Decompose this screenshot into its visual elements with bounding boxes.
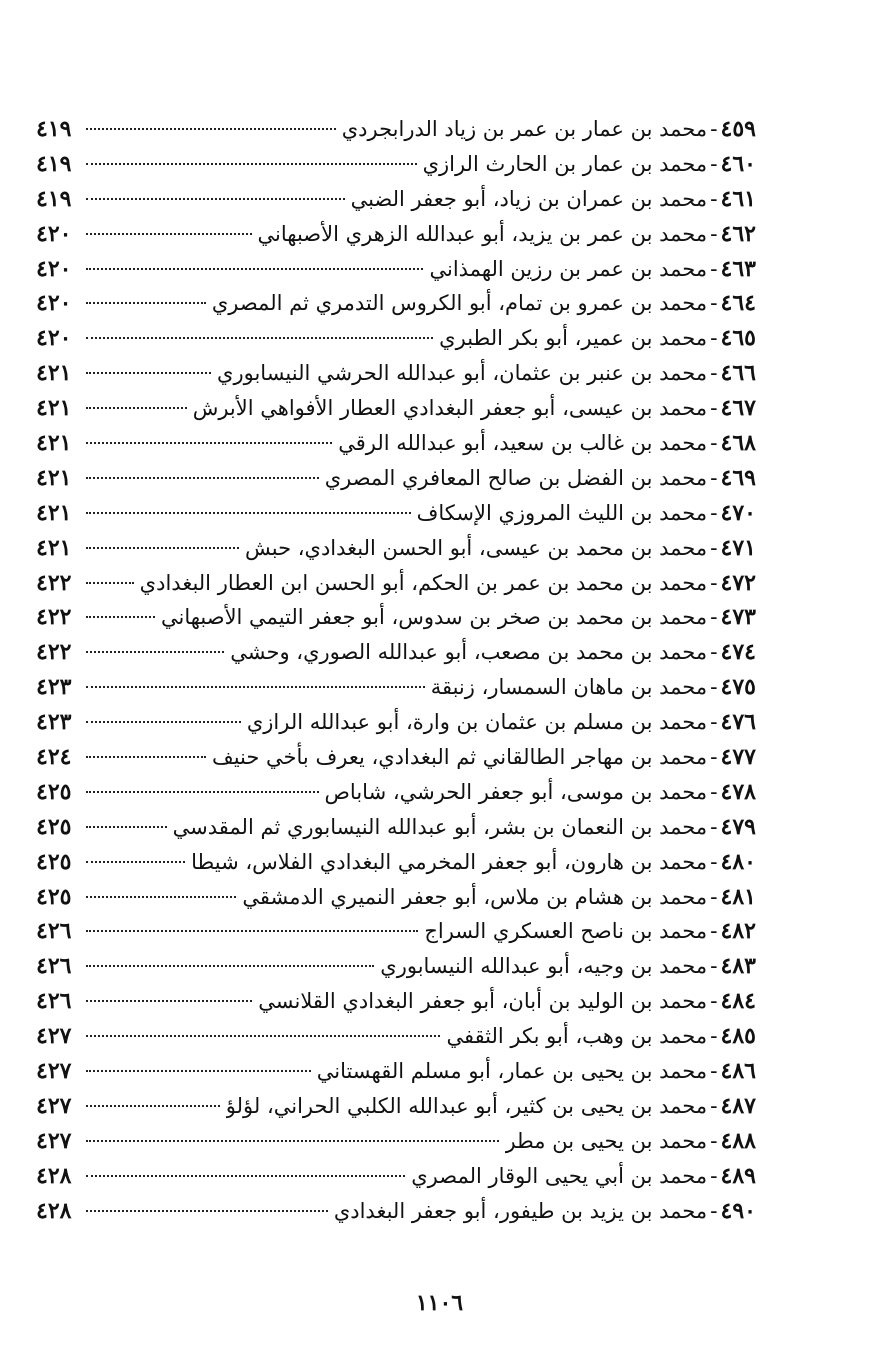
entry-dash: - — [710, 710, 718, 736]
toc-entry — [36, 356, 756, 391]
dot-leader — [86, 1000, 252, 1002]
toc-entry — [36, 740, 756, 775]
entry-number: ٤٧٣ — [720, 604, 756, 631]
entry-dash: - — [710, 814, 718, 840]
entry-dash: - — [710, 919, 718, 945]
toc-entry — [36, 252, 756, 287]
entry-number: ٤٨١ — [720, 883, 756, 910]
entry-title: محمد بن يحيى بن كثير، أبو عبدالله الكلبي الحراني، لؤلؤ — [225, 1093, 708, 1118]
toc-entry — [36, 391, 756, 426]
entry-number: ٤٦١ — [720, 185, 756, 212]
entry-number: ٤٨٦ — [720, 1058, 756, 1085]
entry-dash: - — [710, 500, 718, 526]
entry-title: محمد بن عمر بن رزين الهمذاني — [429, 256, 708, 281]
toc-entry — [36, 1089, 756, 1124]
entry-number: ٤٧٨ — [720, 778, 756, 805]
entry-title: محمد بن عمار بن عمر بن زياد الدرابجردي — [341, 117, 708, 141]
entry-page-number: ٤٢١ — [36, 499, 72, 526]
entry-title: محمد بن أبي يحيى الوقار المصري — [411, 1163, 708, 1188]
entry-title: محمد بن هارون، أبو جعفر المخرمي البغدادي الفلاس، شيطا — [191, 849, 708, 874]
entry-page-number: ٤٢٨ — [36, 1162, 72, 1189]
entry-title: محمد بن الفضل بن صالح المعافري المصري — [324, 465, 708, 490]
toc-entry — [36, 461, 756, 496]
entry-title: محمد بن يزيد بن طيفور، أبو جعفر البغدادي — [333, 1198, 708, 1223]
dot-leader — [86, 128, 336, 130]
toc-entry — [36, 635, 756, 670]
entry-dash: - — [710, 779, 718, 805]
dot-leader — [86, 547, 239, 549]
dot-leader — [86, 651, 224, 653]
entry-title: محمد بن هشام بن ملاس، أبو جعفر النميري الدمشقي — [242, 884, 708, 909]
entry-dash: - — [710, 605, 718, 631]
entry-title: محمد بن محمد بن عيسى، أبو الحسن البغدادي، حبش — [244, 535, 708, 560]
entry-title: محمد بن عمر بن يزيد، أبو عبدالله الزهري الأصبهاني — [257, 221, 708, 246]
toc-entry — [36, 1054, 756, 1089]
entry-dash: - — [710, 326, 718, 352]
entry-dash: - — [710, 1128, 718, 1154]
entry-dash: - — [710, 431, 718, 457]
entry-page-number: ٤٢٢ — [36, 569, 72, 596]
entry-title: محمد بن محمد بن صخر بن سدوس، أبو جعفر التيمي الأصبهاني — [160, 605, 708, 630]
dot-leader — [86, 896, 236, 898]
entry-number: ٤٦٠ — [720, 150, 756, 177]
dot-leader — [86, 163, 417, 165]
dot-leader — [86, 686, 425, 688]
entry-title: محمد بن عمير، أبو بكر الطبري — [439, 326, 708, 351]
toc-entry — [36, 112, 756, 147]
entry-title: محمد بن وهب، أبو بكر الثقفي — [446, 1024, 708, 1049]
toc-entry — [36, 1159, 756, 1194]
entry-dash: - — [710, 1198, 718, 1224]
entry-dash: - — [710, 361, 718, 387]
entry-title: محمد بن عيسى، أبو جعفر البغدادي العطار الأفواهي الأبرش — [192, 396, 708, 421]
entry-title: محمد بن غالب بن سعيد، أبو عبدالله الرقي — [338, 431, 708, 456]
entry-page-number: ٤٢١ — [36, 430, 72, 457]
toc-entry — [36, 182, 756, 217]
entry-page-number: ٤٢١ — [36, 464, 72, 491]
dot-leader — [86, 477, 319, 479]
entry-title: محمد بن ماهان السمسار، زنبقة — [430, 675, 708, 700]
entry-page-number: ٤٢٧ — [36, 1023, 72, 1050]
toc-entry — [36, 670, 756, 705]
entry-page-number: ٤٢٥ — [36, 883, 72, 910]
entry-title: محمد بن عمار بن الحارث الرازي — [422, 151, 708, 176]
dot-leader — [86, 1175, 405, 1177]
entry-page-number: ٤٢٥ — [36, 778, 72, 805]
entry-dash: - — [710, 675, 718, 701]
toc-entry — [36, 496, 756, 531]
entry-number: ٤٧٠ — [720, 499, 756, 526]
entry-title: محمد بن عمران بن زياد، أبو جعفر الضبي — [350, 186, 708, 211]
entry-page-number: ٤٢٢ — [36, 604, 72, 631]
entry-number: ٤٧٤ — [720, 639, 756, 666]
toc-entry — [36, 147, 756, 182]
toc-entry — [36, 217, 756, 252]
toc-entry — [36, 566, 756, 601]
dot-leader — [86, 756, 206, 758]
toc-entry — [36, 286, 756, 321]
dot-leader — [86, 1070, 311, 1072]
entry-dash: - — [710, 465, 718, 491]
entry-number: ٤٧٢ — [720, 569, 756, 596]
entry-page-number: ٤٢٣ — [36, 674, 72, 701]
entry-number: ٤٦٥ — [720, 325, 756, 352]
entry-dash: - — [710, 745, 718, 771]
entry-number: ٤٨٠ — [720, 848, 756, 875]
entry-number: ٤٥٩ — [720, 116, 756, 142]
entry-dash: - — [710, 849, 718, 875]
entry-page-number: ٤٢٢ — [36, 639, 72, 666]
entry-page-number: ٤٢٠ — [36, 325, 72, 352]
toc-entry — [36, 705, 756, 740]
entry-number: ٤٦٢ — [720, 220, 756, 247]
toc-entry — [36, 880, 756, 915]
dot-leader — [86, 302, 206, 304]
entry-page-number: ٤٢١ — [36, 360, 72, 387]
dot-leader — [86, 965, 374, 967]
dot-leader — [86, 616, 155, 618]
entry-title: محمد بن النعمان بن بشر، أبو عبدالله النيسابوري ثم المقدسي — [172, 814, 708, 839]
entry-number: ٤٧٧ — [720, 744, 756, 771]
entry-page-number: ٤٢٤ — [36, 744, 72, 771]
entry-number: ٤٨٧ — [720, 1092, 756, 1119]
entry-number: ٤٨٩ — [720, 1162, 756, 1189]
entry-page-number: ٤٢٠ — [36, 220, 72, 247]
dot-leader — [86, 1210, 328, 1212]
entry-page-number: ٤٢٥ — [36, 848, 72, 875]
toc-entry — [36, 1194, 756, 1229]
toc-entry — [36, 1124, 756, 1159]
toc-entry — [36, 775, 756, 810]
dot-leader — [86, 372, 211, 374]
entry-dash: - — [710, 989, 718, 1015]
entry-page-number: ٤٢٠ — [36, 255, 72, 282]
entry-page-number: ٤٢٦ — [36, 988, 72, 1015]
entry-number: ٤٨٤ — [720, 988, 756, 1015]
entry-title: محمد بن الليث المروزي الإسكاف — [416, 500, 708, 525]
dot-leader — [86, 407, 187, 409]
entry-page-number: ٤١٩ — [36, 116, 72, 142]
entry-dash: - — [710, 535, 718, 561]
toc-entry — [36, 600, 756, 635]
dot-leader — [86, 1140, 499, 1142]
dot-leader — [86, 861, 185, 863]
entry-title: محمد بن وجيه، أبو عبدالله النيسابوري — [380, 954, 708, 979]
entry-dash: - — [710, 640, 718, 666]
entry-title: محمد بن يحيى بن مطر — [505, 1128, 708, 1153]
entry-page-number: ٤١٩ — [36, 185, 72, 212]
entry-title: محمد بن محمد بن عمر بن الحكم، أبو الحسن ابن العطار البغدادي — [139, 570, 708, 595]
entry-dash: - — [710, 954, 718, 980]
entry-number: ٤٦٩ — [720, 464, 756, 491]
entry-number: ٤٨٥ — [720, 1023, 756, 1050]
entry-dash: - — [710, 117, 718, 142]
entry-number: ٤٨٨ — [720, 1127, 756, 1154]
entry-dash: - — [710, 1059, 718, 1085]
entry-number: ٤٧١ — [720, 534, 756, 561]
toc-entry — [36, 984, 756, 1019]
dot-leader — [86, 198, 345, 200]
entry-number: ٤٨٣ — [720, 953, 756, 980]
entry-page-number: ٤٢٠ — [36, 290, 72, 317]
entry-dash: - — [710, 396, 718, 422]
entry-title: محمد بن ناصح العسكري السراج — [424, 919, 708, 944]
toc-entry — [36, 845, 756, 880]
entry-page-number: ٤٢١ — [36, 395, 72, 422]
dot-leader — [86, 1105, 220, 1107]
toc-entry — [36, 1019, 756, 1054]
dot-leader — [86, 442, 332, 444]
entry-number: ٤٦٨ — [720, 430, 756, 457]
entry-number: ٤٦٦ — [720, 360, 756, 387]
toc-entry — [36, 949, 756, 984]
entry-dash: - — [710, 186, 718, 212]
entry-title: محمد بن موسى، أبو جعفر الحرشي، شاباص — [324, 779, 708, 804]
page-number: ١١٠٦ — [415, 1290, 464, 1316]
entry-number: ٤٦٣ — [720, 255, 756, 282]
entry-page-number: ٤٢١ — [36, 534, 72, 561]
entry-page-number: ٤٢٥ — [36, 813, 72, 840]
toc-entry — [36, 531, 756, 566]
entry-number: ٤٦٤ — [720, 290, 756, 317]
entry-title: محمد بن الوليد بن أبان، أبو جعفر البغدادي القلانسي — [258, 989, 708, 1014]
entry-page-number: ٤٢٨ — [36, 1197, 72, 1224]
entry-dash: - — [710, 570, 718, 596]
entry-number: ٤٧٥ — [720, 674, 756, 701]
entry-dash: - — [710, 221, 718, 247]
entry-dash: - — [710, 1024, 718, 1050]
entry-page-number: ٤٢٦ — [36, 953, 72, 980]
dot-leader — [86, 930, 418, 932]
entry-page-number: ٤٢٣ — [36, 709, 72, 736]
dot-leader — [86, 268, 423, 270]
entry-page-number: ٤٢٧ — [36, 1092, 72, 1119]
dot-leader — [86, 1035, 440, 1037]
dot-leader — [86, 337, 433, 339]
entry-title: محمد بن عمرو بن تمام، أبو الكروس التدمري ثم المصري — [211, 291, 708, 316]
entry-number: ٤٩٠ — [720, 1197, 756, 1224]
entry-title: محمد بن مسلم بن عثمان بن وارة، أبو عبدالله الرازي — [246, 710, 708, 735]
entry-page-number: ٤٢٧ — [36, 1127, 72, 1154]
dot-leader — [86, 826, 167, 828]
dot-leader — [86, 512, 411, 514]
entry-dash: - — [710, 291, 718, 317]
entry-number: ٤٧٩ — [720, 813, 756, 840]
entry-page-number: ٤١٩ — [36, 150, 72, 177]
entry-dash: - — [710, 256, 718, 282]
entry-title: محمد بن عنبر بن عثمان، أبو عبدالله الحرشي النيسابوري — [217, 361, 708, 386]
entry-page-number: ٤٢٧ — [36, 1058, 72, 1085]
dot-leader — [86, 582, 134, 584]
entry-title: محمد بن محمد بن مصعب، أبو عبدالله الصوري، وحشي — [230, 640, 708, 665]
toc-entry — [36, 426, 756, 461]
toc-entry — [36, 321, 756, 356]
entry-number: ٤٧٦ — [720, 709, 756, 736]
entry-title: محمد بن مهاجر الطالقاني ثم البغدادي، يعرف بأخي حنيف — [211, 745, 708, 770]
entry-dash: - — [710, 1163, 718, 1189]
entry-page-number: ٤٢٦ — [36, 918, 72, 945]
toc-entry — [36, 810, 756, 845]
entry-dash: - — [710, 884, 718, 910]
dot-leader — [86, 721, 241, 723]
dot-leader — [86, 233, 252, 235]
toc-entry — [36, 914, 756, 949]
entry-dash: - — [710, 151, 718, 177]
table-of-contents — [36, 112, 756, 1229]
dot-leader — [86, 791, 319, 793]
entry-number: ٤٦٧ — [720, 395, 756, 422]
entry-number: ٤٨٢ — [720, 918, 756, 945]
entry-dash: - — [710, 1093, 718, 1119]
entry-title: محمد بن يحيى بن عمار، أبو مسلم القهستاني — [316, 1059, 708, 1084]
